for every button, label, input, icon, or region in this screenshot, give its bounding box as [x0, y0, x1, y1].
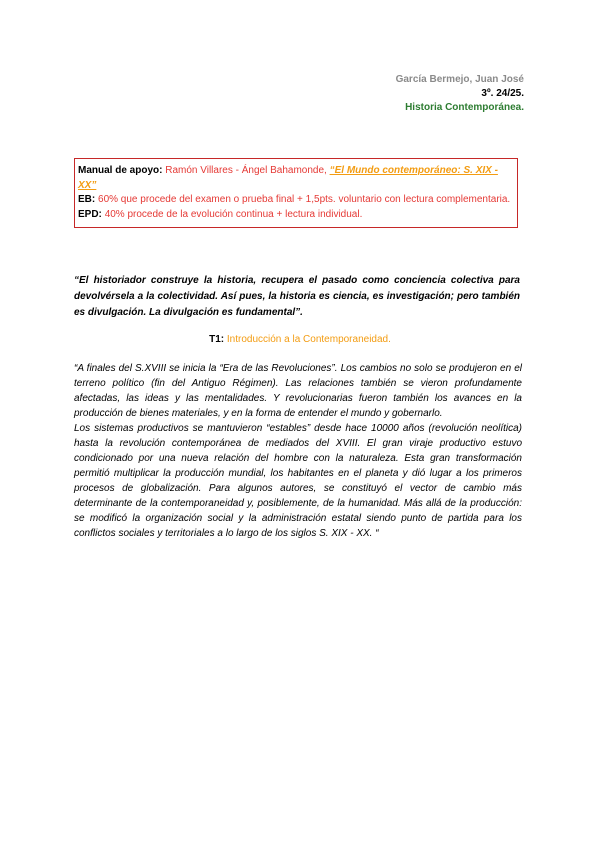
course-year: 3º. 24/25. [481, 88, 524, 99]
topic-body [74, 361, 522, 541]
epd-label: EPD: [78, 208, 102, 220]
manual-line [78, 164, 514, 193]
eb-label: EB: [78, 194, 96, 205]
topic-number: T1: [209, 334, 225, 345]
epd-line [78, 208, 514, 223]
topic-title: Introducción a la Contemporaneidad. [226, 334, 391, 345]
eb-line [78, 193, 514, 208]
body-paragraph-2: Los sistemas productivos se mantuvieron “estables” desde hace 10000 años (revolución neolítica) hasta la revolución contemporánea de mediados del XVIII. El gran viraje productivo estuvo condicionado por una nueva relación del hombre con la naturaleza. Esta gran transformación permitió multiplicar la producción mundial, los habitantes en el planeta y dió lugar a los primeros procesos de globalización. Para algunos autores, se constituyó el vector de cambio más determinante de la contemporaneidad y, posiblemente, de la humanidad. Más allá de la producción: se modificó la organización social y la administración estatal siendo punto de partida para los conflictos sociales y territoriales a lo largo de los siglos S. XIX - XX. “ [74, 423, 522, 539]
subject-name: Historia Contemporánea. [405, 102, 524, 113]
manual-label: Manual de apoyo: [78, 165, 163, 176]
course-info-box [74, 158, 518, 228]
topic-heading [0, 333, 600, 347]
body-paragraph-1: “A finales del S.XVIII se inicia la “Era de las Revoluciones”. Los cambios no solo se produjeron en el terreno político (fin del Antiguo Régimen). Las relaciones también se vieron profundamente afectadas, las ideas y las mentalidades. Y revolucionarias fueron también los avances en la producción de bienes materiales, y en la forma de entender el mundo y gobernarlo. [74, 363, 522, 419]
manual-authors: Ramón Villares - Ángel Bahamonde, [165, 165, 327, 176]
epd-text: 40% procede de la evolución continua + lectura individual. [104, 208, 363, 220]
historian-quote: “El historiador construye la historia, recupera el pasado como conciencia colectiva para devolvérsela a la colectividad. Así pues, la historia es ciencia, es investigación; pero también es divulgación. La divulgación es fundamental”. [74, 275, 520, 318]
author-name: García Bermejo, Juan José [395, 74, 524, 85]
eb-text: 60% que procede del examen o prueba final + 1,5pts. voluntario con lectura complementaria. [98, 194, 511, 205]
document-header [396, 73, 524, 115]
manual-book-title: “El Mundo contemporáneo: S. XIX - XX” [78, 165, 498, 191]
